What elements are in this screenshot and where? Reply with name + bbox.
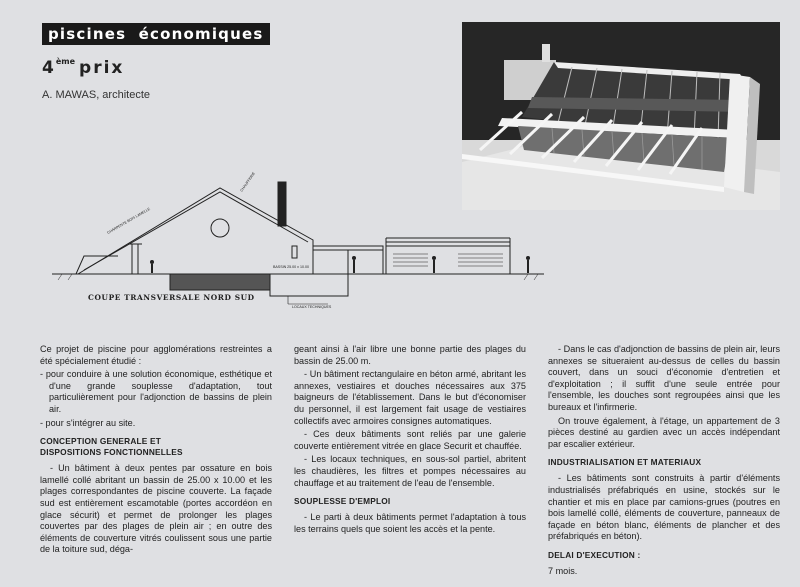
heading-line: DISPOSITIONS FONCTIONNELLES [40, 447, 183, 458]
drawing-label-shed: CHAUFFERIE [239, 171, 256, 193]
prize-superscript: ème [55, 57, 76, 66]
drawing-label-frame: CHARPENTE BOIS LAMELLE [106, 206, 151, 235]
text-column-2 [294, 344, 526, 537]
heading-line: CONCEPTION GENERALE ET [40, 436, 162, 447]
cross-section-drawing [48, 170, 548, 320]
body-paragraph: 7 mois. [548, 565, 578, 576]
body-paragraph: - Un bâtiment rectangulaire en béton armé, abritant les annexes, vestiaires et douches nécessaires aux 375 baigneurs de l'établissement. Dans le but d'économiser du personnel, il est largement fait usage de vestiaires collectifs avec armoires consignes automatiques. [294, 369, 526, 426]
body-paragraph: - Le parti à deux bâtiments permet l'adaptation à tous les terrains quels que soient les accès et la pente. [294, 512, 526, 534]
section-heading-souplesse: SOUPLESSE D'EMPLOI [294, 496, 391, 507]
drawing-caption: COUPE TRANSVERSALE NORD SUD [88, 293, 255, 302]
section-banner: piscines économiques [42, 23, 270, 45]
body-paragraph: - Un bâtiment à deux pentes par ossature en bois lamellé collé abritant un bassin de 25.00 x 10.00 et les plages correspondantes de piscine couverte. La façade sud est entièrement escamotable (portes accordéon en glace sécurit) et permet de prolonger les plages couvertes par des plages de plein air ; en outre des éléments de couverture vitrés coulissent sous une partie de la toiture sud, déga- [40, 463, 272, 555]
list-item: - pour conduire à une solution économique, esthétique et d'une grande souplesse d'adaptation, tout particulièrement pour l'adjonction de bassins de plein air. [40, 369, 272, 414]
architect-credit: A. MAWAS, architecte [42, 89, 150, 101]
body-paragraph: - Ces deux bâtiments sont reliés par une galerie couverte entièrement vitrée en glace Securit et chauffée. [294, 429, 526, 451]
drawing-label-tech: LOCAUX TECHNIQUES [292, 305, 332, 309]
drawing-label-pool: BASSIN 25.00 x 10.00 [273, 265, 309, 269]
body-paragraph: geant ainsi à l'air libre une bonne partie des plages du bassin de 25.00 m. [294, 344, 526, 366]
prize-heading [42, 58, 124, 78]
prize-word: prix [79, 58, 125, 78]
section-heading-delai: DELAI D'EXECUTION : [548, 549, 641, 560]
prize-number: 4 [42, 58, 56, 78]
section-heading-industrialisation: INDUSTRIALISATION ET MATERIAUX [548, 457, 702, 468]
text-column-3 [548, 344, 780, 580]
body-paragraph: - Les bâtiments sont construits à partir d'éléments industrialisés préfabriqués en usine, stockés sur le chantier et mis en place par camions-grues (poutres en bois lamellé collé, éléments de couverture, panneaux de façade en béton blanc, éléments de plancher et des préfabriqués en béton). [548, 473, 780, 542]
text-column-1 [40, 344, 272, 558]
section-heading-conception [40, 436, 272, 458]
body-paragraph: - Dans le cas d'adjonction de bassins de plein air, leurs annexes se situeraient au-dessus de celles du bassin couvert, dans un souci d'économie d'entretien et d'exploitation ; il suffit d'une seule entrée pour l'ensemble, les douches sont regroupées ainsi que les bureaux et l'infirmerie. [548, 344, 780, 412]
intro-paragraph: Ce projet de piscine pour agglomérations restreintes a été spécialement étudié : [40, 344, 272, 366]
list-item: - pour s'intégrer au site. [40, 417, 136, 428]
body-paragraph: On trouve également, à l'étage, un appartement de 3 pièces destiné au gardien avec un accès indépendant par escalier extérieur. [548, 415, 780, 449]
body-paragraph: - Les locaux techniques, en sous-sol partiel, abritent les chaudières, les filtres et pompes nécessaires au chauffage et au traitement de l'eau de l'ensemble. [294, 454, 526, 488]
